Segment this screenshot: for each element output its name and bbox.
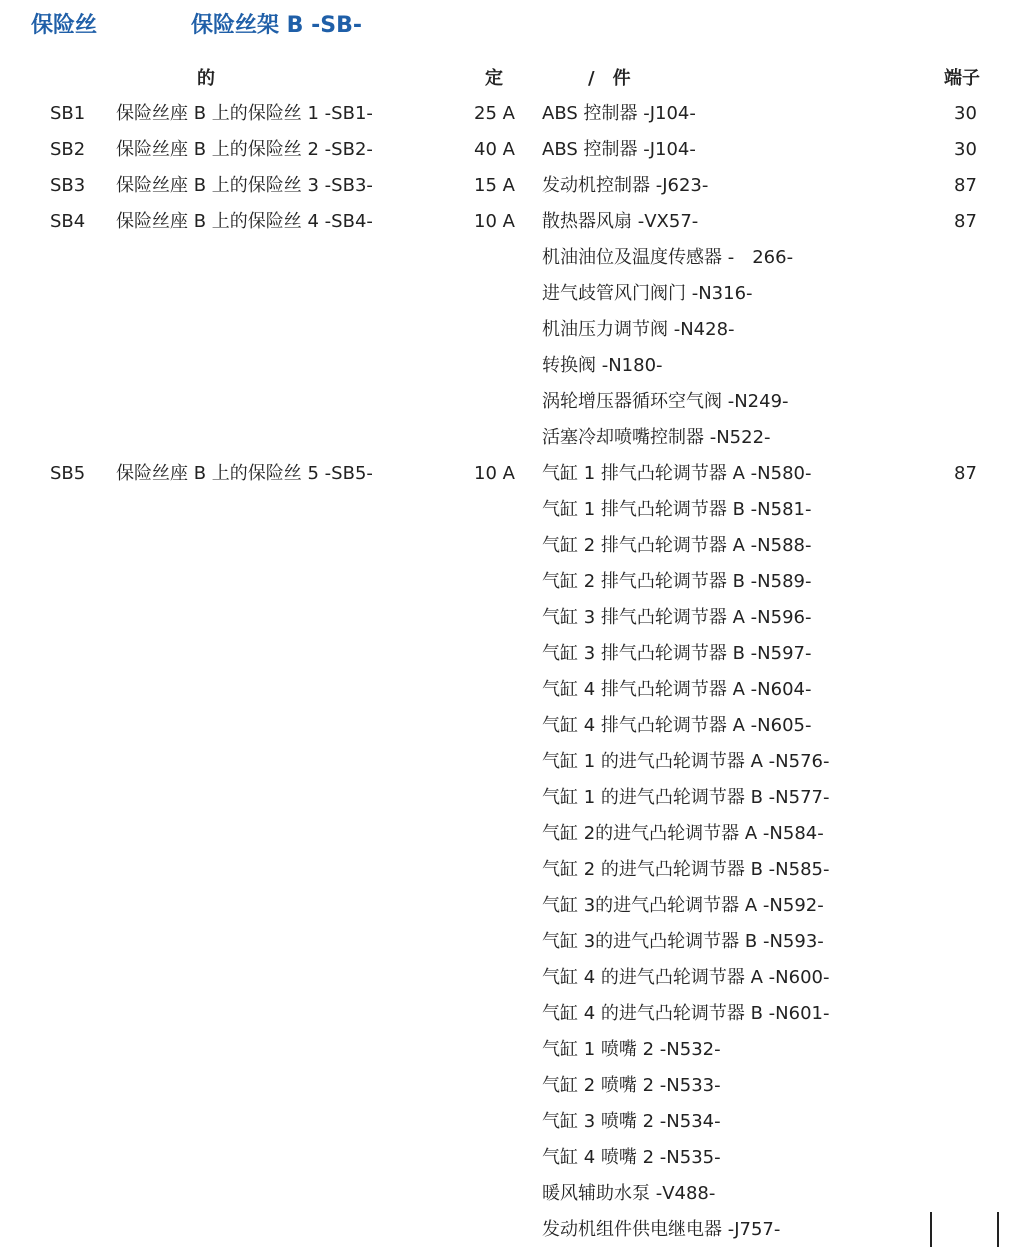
table-row — [0, 568, 1024, 604]
component-name: 气缸 2的进气凸轮调节器 A -N584- — [542, 823, 824, 844]
terminal-number: 30 — [954, 103, 977, 124]
component-name: 暖风辅助水泵 -V488- — [542, 1183, 716, 1204]
component-name: 气缸 2 排气凸轮调节器 A -N588- — [542, 535, 812, 556]
column-header-rating: 定 — [485, 68, 503, 89]
fuse-description: 保险丝座 B 上的保险丝 5 -SB5- — [116, 463, 373, 484]
table-row — [0, 532, 1024, 568]
table-row — [0, 388, 1024, 424]
table-row — [0, 352, 1024, 388]
component-name: 气缸 2 排气凸轮调节器 B -N589- — [542, 571, 812, 592]
fuse-code: SB1 — [50, 103, 86, 124]
component-name: 气缸 1 的进气凸轮调节器 B -N577- — [542, 787, 830, 808]
fuse-description: 保险丝座 B 上的保险丝 1 -SB1- — [116, 103, 373, 124]
table-row — [0, 460, 1024, 496]
fuse-description: 保险丝座 B 上的保险丝 3 -SB3- — [116, 175, 373, 196]
component-name: 气缸 1 排气凸轮调节器 A -N580- — [542, 463, 812, 484]
component-name: 气缸 4 排气凸轮调节器 A -N604- — [542, 679, 812, 700]
component-name: 气缸 3 喷嘴 2 -N534- — [542, 1111, 721, 1132]
component-name: 机油压力调节阀 -N428- — [542, 319, 735, 340]
table-row — [0, 1180, 1024, 1216]
component-name: 气缸 3的进气凸轮调节器 B -N593- — [542, 931, 824, 952]
component-name: 气缸 4 的进气凸轮调节器 A -N600- — [542, 967, 830, 988]
component-name: 气缸 1 喷嘴 2 -N532- — [542, 1039, 721, 1060]
column-headers — [0, 64, 1024, 88]
component-name: ABS 控制器 -J104- — [542, 139, 696, 160]
component-name: 气缸 2 喷嘴 2 -N533- — [542, 1075, 721, 1096]
component-name: 发动机控制器 -J623- — [542, 175, 709, 196]
table-divider-line — [930, 1212, 932, 1247]
table-row — [0, 1000, 1024, 1036]
table-row — [0, 244, 1024, 280]
table-row — [0, 712, 1024, 748]
table-row — [0, 604, 1024, 640]
fuse-description: 保险丝座 B 上的保险丝 2 -SB2- — [116, 139, 373, 160]
table-row — [0, 1036, 1024, 1072]
table-row — [0, 136, 1024, 172]
component-name: 气缸 3的进气凸轮调节器 A -N592- — [542, 895, 824, 916]
component-name: ABS 控制器 -J104- — [542, 103, 696, 124]
fuse-rating: 25 A — [474, 103, 515, 124]
table-row — [0, 964, 1024, 1000]
table-row — [0, 928, 1024, 964]
column-header-description: 的 — [197, 68, 215, 89]
table-row — [0, 856, 1024, 892]
table-row — [0, 172, 1024, 208]
component-name: 进气歧管风门阀门 -N316- — [542, 283, 753, 304]
table-row — [0, 820, 1024, 856]
table-row — [0, 892, 1024, 928]
table-row — [0, 316, 1024, 352]
terminal-number: 87 — [954, 211, 977, 232]
component-name: 散热器风扇 -VX57- — [542, 211, 699, 232]
fuse-code: SB3 — [50, 175, 86, 196]
table-row — [0, 1072, 1024, 1108]
table-row — [0, 1108, 1024, 1144]
terminal-number: 30 — [954, 139, 977, 160]
component-name: 机油油位及温度传感器 - 266- — [542, 247, 794, 268]
table-row — [0, 640, 1024, 676]
table-row — [0, 748, 1024, 784]
table-row — [0, 784, 1024, 820]
table-divider-line — [997, 1212, 999, 1247]
column-header-terminal: 端子 — [944, 68, 980, 89]
table-row — [0, 100, 1024, 136]
fuse-code: SB2 — [50, 139, 86, 160]
terminal-number: 87 — [954, 175, 977, 196]
table-row — [0, 424, 1024, 460]
column-header-component: / 件 — [588, 68, 631, 89]
component-name: 气缸 4 的进气凸轮调节器 B -N601- — [542, 1003, 830, 1024]
table-row — [0, 1144, 1024, 1180]
table-row — [0, 280, 1024, 316]
fuse-rating: 10 A — [474, 211, 515, 232]
page-header — [0, 8, 1024, 42]
component-name: 涡轮增压器循环空气阀 -N249- — [542, 391, 789, 412]
terminal-number: 87 — [954, 463, 977, 484]
component-name: 气缸 4 排气凸轮调节器 A -N605- — [542, 715, 812, 736]
section-title: 保险丝 — [31, 13, 98, 38]
table-row — [0, 676, 1024, 712]
fuse-rating: 15 A — [474, 175, 515, 196]
table-row — [0, 496, 1024, 532]
component-name: 转换阀 -N180- — [542, 355, 663, 376]
fuse-rating: 40 A — [474, 139, 515, 160]
fuse-description: 保险丝座 B 上的保险丝 4 -SB4- — [116, 211, 373, 232]
component-name: 气缸 4 喷嘴 2 -N535- — [542, 1147, 721, 1168]
fuse-code: SB5 — [50, 463, 86, 484]
component-name: 气缸 2 的进气凸轮调节器 B -N585- — [542, 859, 830, 880]
component-name: 发动机组件供电继电器 -J757- — [542, 1219, 781, 1240]
component-name: 气缸 3 排气凸轮调节器 B -N597- — [542, 643, 812, 664]
component-name: 气缸 3 排气凸轮调节器 A -N596- — [542, 607, 812, 628]
fuse-holder-title: 保险丝架 B -SB- — [191, 13, 362, 38]
component-name: 气缸 1 排气凸轮调节器 B -N581- — [542, 499, 812, 520]
component-name: 活塞冷却喷嘴控制器 -N522- — [542, 427, 771, 448]
fuse-code: SB4 — [50, 211, 86, 232]
component-name: 气缸 1 的进气凸轮调节器 A -N576- — [542, 751, 830, 772]
fuse-rating: 10 A — [474, 463, 515, 484]
table-row — [0, 208, 1024, 244]
